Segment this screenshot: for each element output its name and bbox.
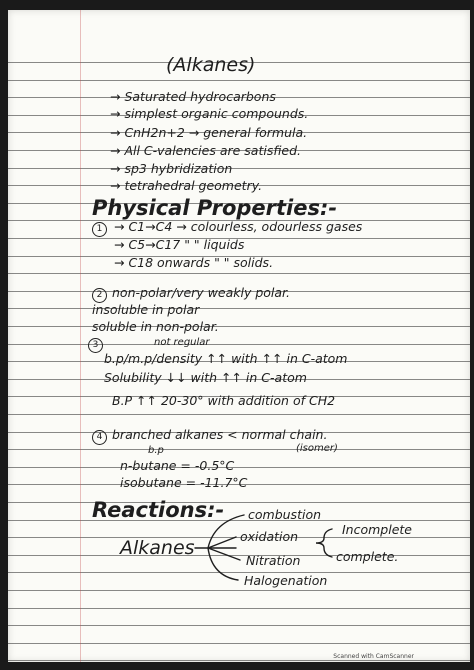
section-1-line-1: → C1→C4 → colourless, odourless gases [114, 219, 363, 234]
section-1-line-3: → C18 onwards " " solids. [114, 255, 274, 270]
ruled-line [8, 449, 470, 450]
page-title: (Alkanes) [166, 54, 256, 76]
ruled-line [8, 308, 470, 309]
reactions-heading: Reactions:- [92, 498, 225, 522]
ruled-line [8, 520, 470, 521]
intro-line-6: → tetrahedral geometry. [110, 178, 263, 193]
not-regular-note: not regular [154, 337, 210, 348]
ruled-line [8, 414, 470, 415]
arrow-to-halogenation [208, 548, 238, 580]
section-2-line-1: non-polar/very weakly polar. [112, 285, 291, 300]
ruled-line [8, 273, 470, 274]
section-4-line-3: isobutane = -11.7°C [120, 475, 248, 490]
section-1-number: 1 [92, 220, 107, 237]
ruled-line [8, 608, 470, 609]
section-4-line-2: n-butane = -0.5°C [120, 458, 235, 473]
ruled-line [8, 625, 470, 626]
ruled-line [8, 502, 470, 503]
ruled-line [8, 537, 470, 538]
section-3-number: 3 [88, 336, 103, 353]
intro-line-3: → CnH2n+2 → general formula. [110, 125, 308, 140]
bp-label: b.p [148, 445, 164, 456]
notebook-page [8, 10, 470, 662]
ruled-line [8, 643, 470, 644]
oxidation-sub-2: complete. [336, 549, 399, 564]
scanner-footer: Scanned with CamScanner [333, 653, 414, 660]
section-3-line-1: b.p/m.p/density ↑↑ with ↑↑ in C-atom [104, 351, 348, 366]
ruled-line [8, 590, 470, 591]
section-4-line-1: branched alkanes < normal chain. [112, 427, 328, 442]
section-2-line-2: insoluble in polar [92, 302, 200, 317]
ruled-line [8, 467, 470, 468]
ruled-line [8, 555, 470, 556]
margin-line [80, 10, 81, 662]
physical-properties-heading: Physical Properties:- [92, 196, 338, 220]
arrow-to-oxidation [208, 537, 236, 548]
intro-line-5: → sp3 hybridization [110, 161, 233, 176]
ruled-line [8, 326, 470, 327]
intro-line-1: → Saturated hydrocarbons [110, 89, 276, 104]
oxidation-sub-1: Incomplete [342, 522, 412, 537]
section-2-line-3: soluble in non-polar. [92, 319, 219, 334]
oxidation-brace [316, 529, 332, 557]
section-3-line-3: B.P ↑↑ 20-30° with addition of CH2 [112, 393, 336, 408]
ruled-line [8, 344, 470, 345]
section-1-line-2: → C5→C17 " " liquids [114, 237, 245, 252]
reactions-root: Alkanes [120, 537, 195, 559]
isomer-note: (isomer) [296, 443, 338, 454]
intro-line-4: → All C-valencies are satisfied. [110, 143, 302, 158]
ruled-line [8, 572, 470, 573]
reaction-branch-1: combustion [248, 507, 322, 522]
ruled-line [8, 80, 470, 81]
section-4-number: 4 [92, 428, 107, 445]
ruled-line [8, 168, 470, 169]
intro-line-2: → simplest organic compounds. [110, 106, 309, 121]
reaction-branch-2: oxidation [240, 529, 299, 544]
section-3-line-2: Solubility ↓↓ with ↑↑ in C-atom [104, 370, 307, 385]
reaction-branch-3: Nitration [246, 553, 301, 568]
section-2-number: 2 [92, 286, 107, 303]
reaction-branch-4: Halogenation [244, 573, 328, 588]
